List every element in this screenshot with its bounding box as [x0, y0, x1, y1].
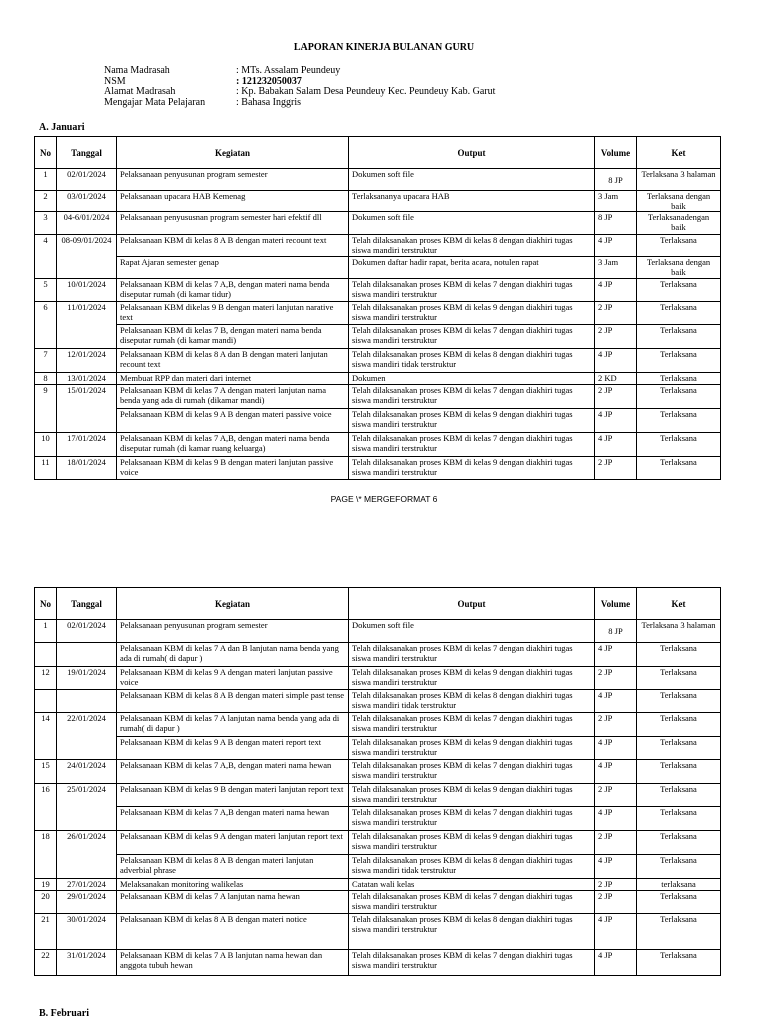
report-table-januari-continued [34, 587, 721, 976]
cell-output: Telah dilaksanakan proses KBM di kelas 7 dengan diakhiri tugas siswa mandiri terstruktur [349, 891, 595, 914]
cell-ket: Terlaksana [637, 643, 721, 667]
cell-ket: Terlaksana [637, 914, 721, 950]
table-row [35, 879, 721, 891]
cell-no: 5 [35, 279, 57, 302]
column-header-volume: Volume [595, 588, 637, 620]
table-row [35, 807, 721, 831]
cell-volume: 4 JP [595, 690, 637, 713]
cell-volume: 4 JP [595, 760, 637, 784]
table-row [35, 279, 721, 302]
cell-volume: 2 JP [595, 713, 637, 737]
cell-ket: Terlaksana [637, 385, 721, 409]
cell-ket: Terlaksana [637, 457, 721, 480]
cell-kegiatan: Pelaksanaan KBM di kelas 9 A dengan materi lanjutan report text [117, 831, 349, 855]
cell-volume: 4 JP [595, 807, 637, 831]
column-header-no: No [35, 137, 57, 169]
cell-kegiatan: Pelaksanaan KBM di kelas 9 A dengan materi lanjutan passive voice [117, 667, 349, 690]
cell-tanggal: 17/01/2024 [57, 433, 117, 457]
cell-output: Telah dilaksanakan proses KBM di kelas 8 dengan diakhiri tugas siswa mandiri terstruktur [349, 914, 595, 950]
cell-no: 14 [35, 713, 57, 760]
cell-kegiatan: Pelaksanaan KBM di kelas 8 A dan B dengan materi lanjutan recount text [117, 349, 349, 373]
cell-ket: Terlaksana [637, 891, 721, 914]
cell-output: Telah dilaksanakan proses KBM di kelas 9 dengan diakhiri tugas siswa mandiri terstruktur [349, 737, 595, 760]
cell-ket: Terlaksana [637, 760, 721, 784]
cell-output: Dokumen soft file [349, 212, 595, 235]
cell-tanggal: 12/01/2024 [57, 349, 117, 373]
cell-ket: Terlaksana [637, 667, 721, 690]
cell-no: 7 [35, 349, 57, 373]
cell-kegiatan: Pelaksanaan penyususnan program semester hari efektif dll [117, 212, 349, 235]
cell-ket: Terlaksana [637, 807, 721, 831]
table-row [35, 737, 721, 760]
cell-ket: Terlaksanadengan baik [637, 212, 721, 235]
info-row-subject [104, 98, 495, 109]
cell-tanggal: 02/01/2024 [57, 620, 117, 643]
cell-tanggal: 31/01/2024 [57, 950, 117, 976]
cell-no: 21 [35, 914, 57, 950]
column-header-kegiatan: Kegiatan [117, 137, 349, 169]
table-row [35, 409, 721, 433]
cell-tanggal: 24/01/2024 [57, 760, 117, 784]
cell-tanggal: 13/01/2024 [57, 373, 117, 385]
table-header-row [35, 588, 721, 620]
cell-kegiatan: Pelaksanaan KBM di kelas 8 A B dengan materi recount text [117, 235, 349, 257]
cell-output: Telah dilaksanakan proses KBM di kelas 9 dengan diakhiri tugas siswa mandiri terstruktur [349, 667, 595, 690]
cell-volume: 4 JP [595, 235, 637, 257]
table-row [35, 457, 721, 480]
cell-no: 10 [35, 433, 57, 457]
cell-no: 8 [35, 373, 57, 385]
cell-volume: 2 JP [595, 325, 637, 349]
cell-ket: Terlaksana [637, 302, 721, 325]
cell-output: Telah dilaksanakan proses KBM di kelas 7 dengan diakhiri tugas siswa mandiri terstruktur [349, 325, 595, 349]
table-header-row [35, 137, 721, 169]
column-header-tanggal: Tanggal [57, 588, 117, 620]
column-header-no: No [35, 588, 57, 620]
cell-no: 1 [35, 169, 57, 191]
cell-output: Telah dilaksanakan proses KBM di kelas 7 dengan diakhiri tugas siswa mandiri terstruktur [349, 760, 595, 784]
cell-output: Telah dilaksanakan proses KBM di kelas 7 dengan diakhiri tugas siswa mandiri terstruktur [349, 807, 595, 831]
table-row [35, 643, 721, 667]
info-label: Nama Madrasah [104, 65, 170, 76]
cell-kegiatan: Pelaksanaan KBM di kelas 7 A,B, dengan materi nama hewan [117, 760, 349, 784]
cell-tanggal: 03/01/2024 [57, 191, 117, 212]
cell-volume: 4 JP [595, 433, 637, 457]
cell-volume: 2 JP [595, 879, 637, 891]
column-header-volume: Volume [595, 137, 637, 169]
table-row [35, 235, 721, 257]
cell-kegiatan: Pelaksanaan KBM di kelas 9 B dengan materi lanjutan report text [117, 784, 349, 807]
info-value: : 121232050037 [236, 75, 302, 87]
cell-volume: 4 JP [595, 279, 637, 302]
info-value: : Kp. Babakan Salam Desa Peundeuy Kec. Peundeuy Kab. Garut [236, 86, 496, 97]
cell-tanggal: 25/01/2024 [57, 784, 117, 831]
cell-volume: 4 JP [595, 855, 637, 879]
cell-tanggal: 19/01/2024 [57, 667, 117, 690]
cell-volume: 8 JP [595, 212, 637, 235]
table-row [35, 325, 721, 349]
cell-kegiatan: Pelaksanaan KBM di kelas 8 A B dengan materi simple past tense [117, 690, 349, 713]
cell-tanggal: 11/01/2024 [57, 302, 117, 349]
cell-volume: 2 JP [595, 457, 637, 480]
cell-kegiatan: Pelaksanaan KBM di kelas 9 B dengan materi lanjutan passive voice [117, 457, 349, 480]
cell-kegiatan: Pelaksanaan KBM di kelas 7 B, dengan materi nama benda diseputar rumah (di kamar mandi) [117, 325, 349, 349]
cell-kegiatan: Pelaksanaan KBM di kelas 7 A,B dengan materi nama hewan [117, 807, 349, 831]
cell-tanggal [57, 690, 117, 713]
cell-ket: Terlaksana [637, 235, 721, 257]
table-row [35, 373, 721, 385]
cell-volume: 4 JP [595, 914, 637, 950]
page-number-field: PAGE \* MERGEFORMAT 6 [330, 494, 438, 504]
cell-ket: Terlaksana dengan baik [637, 191, 721, 212]
cell-no [35, 690, 57, 713]
table-row [35, 713, 721, 737]
cell-ket: Terlaksana [637, 433, 721, 457]
table-row [35, 760, 721, 784]
table-row [35, 891, 721, 914]
cell-no: 9 [35, 385, 57, 433]
cell-output: Dokumen [349, 373, 595, 385]
cell-no: 2 [35, 191, 57, 212]
cell-ket: Terlaksana [637, 409, 721, 433]
cell-output: Telah dilaksanakan proses KBM di kelas 9 dengan diakhiri tugas siswa mandiri terstruktur [349, 831, 595, 855]
table-row [35, 950, 721, 976]
cell-ket: terlaksana [637, 879, 721, 891]
cell-output: Telah dilaksanakan proses KBM di kelas 8 dengan diakhiri tugas siswa mandiri tidak terstruktur [349, 349, 595, 373]
cell-output: Telah dilaksanakan proses KBM di kelas 8 dengan diakhiri tugas siswa mandiri terstruktur [349, 235, 595, 257]
cell-kegiatan: Pelaksanaan KBM di kelas 7 A dan B lanjutan nama benda yang ada di rumah( di dapur ) [117, 643, 349, 667]
column-header-ket: Ket [637, 137, 721, 169]
table-row [35, 349, 721, 373]
cell-volume: 4 JP [595, 737, 637, 760]
info-row-address [104, 87, 495, 98]
cell-ket: Terlaksana 3 halaman [637, 169, 721, 191]
table-row [35, 690, 721, 713]
info-value: : Bahasa Inggris [236, 96, 301, 108]
cell-output: Telah dilaksanakan proses KBM di kelas 8 dengan diakhiri tugas siswa mandiri tidak terstruktur [349, 690, 595, 713]
cell-output: Telah dilaksanakan proses KBM di kelas 7 dengan diakhiri tugas siswa mandiri terstruktur [349, 713, 595, 737]
cell-volume: 3 Jam [595, 257, 637, 279]
cell-volume: 2 JP [595, 667, 637, 690]
cell-tanggal: 08-09/01/2024 [57, 235, 117, 279]
cell-kegiatan: Rapat Ajaran semester genap [117, 257, 349, 279]
table-row [35, 257, 721, 279]
info-label: Alamat Madrasah [104, 86, 176, 97]
cell-output: Dokumen daftar hadir rapat, berita acara, notulen rapat [349, 257, 595, 279]
cell-volume: 2 JP [595, 891, 637, 914]
cell-ket: Terlaksana [637, 737, 721, 760]
cell-no: 16 [35, 784, 57, 831]
info-row-school-name [104, 66, 495, 77]
cell-tanggal: 22/01/2024 [57, 713, 117, 760]
cell-no: 18 [35, 831, 57, 879]
cell-output: Telah dilaksanakan proses KBM di kelas 7 dengan diakhiri tugas siswa mandiri terstruktur [349, 950, 595, 976]
cell-tanggal: 18/01/2024 [57, 457, 117, 480]
table-row [35, 831, 721, 855]
cell-kegiatan: Pelaksanaan KBM di kelas 7 A lanjutan nama benda yang ada di rumah( di dapur ) [117, 713, 349, 737]
cell-volume: 2 JP [595, 385, 637, 409]
cell-output: Telah dilaksanakan proses KBM di kelas 9 dengan diakhiri tugas siswa mandiri terstruktur [349, 409, 595, 433]
cell-kegiatan: Pelaksanaan KBM di kelas 9 A B dengan materi report text [117, 737, 349, 760]
cell-no [35, 643, 57, 667]
cell-no: 15 [35, 760, 57, 784]
cell-tanggal: 30/01/2024 [57, 914, 117, 950]
column-header-kegiatan: Kegiatan [117, 588, 349, 620]
cell-output: Telah dilaksanakan proses KBM di kelas 9 dengan diakhiri tugas siswa mandiri terstruktur [349, 302, 595, 325]
cell-output: Telah dilaksanakan proses KBM di kelas 9 dengan diakhiri tugas siswa mandiri terstruktur [349, 784, 595, 807]
cell-ket: Terlaksana [637, 855, 721, 879]
cell-kegiatan: Pelaksanaan KBM di kelas 7 A lanjutan nama hewan [117, 891, 349, 914]
section-heading-februari: B. Februari [39, 1008, 89, 1019]
cell-kegiatan: Pelaksanaan penyusunan program semester [117, 169, 349, 191]
cell-ket: Terlaksana [637, 690, 721, 713]
report-title: LAPORAN KINERJA BULANAN GURU [293, 42, 475, 53]
cell-kegiatan: Pelaksanaan KBM di kelas 7 A,B, dengan materi nama benda diseputar rumah (di kamar ruang keluarga) [117, 433, 349, 457]
cell-output: Telah dilaksanakan proses KBM di kelas 7 dengan diakhiri tugas siswa mandiri terstruktur [349, 385, 595, 409]
cell-output: Dokumen soft file [349, 169, 595, 191]
table-row [35, 302, 721, 325]
cell-volume: 4 JP [595, 409, 637, 433]
table-row [35, 433, 721, 457]
cell-no: 6 [35, 302, 57, 349]
school-info [104, 66, 495, 108]
table-row [35, 667, 721, 690]
cell-no: 11 [35, 457, 57, 480]
cell-ket: Terlaksana [637, 349, 721, 373]
cell-no: 19 [35, 879, 57, 891]
cell-tanggal: 02/01/2024 [57, 169, 117, 191]
cell-ket: Terlaksana [637, 373, 721, 385]
cell-volume: 4 JP [595, 950, 637, 976]
cell-kegiatan: Melaksanakan monitoring walikelas [117, 879, 349, 891]
cell-volume: 2 JP [595, 784, 637, 807]
cell-volume: 8 JP [595, 620, 637, 643]
cell-output: Telah dilaksanakan proses KBM di kelas 7 dengan diakhiri tugas siswa mandiri terstruktur [349, 279, 595, 302]
cell-no: 12 [35, 667, 57, 690]
info-label: NSM [104, 75, 126, 87]
cell-ket: Terlaksana [637, 831, 721, 855]
cell-volume: 4 JP [595, 643, 637, 667]
cell-kegiatan: Pelaksanaan KBM di kelas 9 A B dengan materi passive voice [117, 409, 349, 433]
cell-ket: Terlaksana [637, 950, 721, 976]
cell-volume: 2 KD [595, 373, 637, 385]
table-row [35, 191, 721, 212]
column-header-output: Output [349, 137, 595, 169]
cell-kegiatan: Pelaksanaan KBM di kelas 8 A B dengan materi notice [117, 914, 349, 950]
cell-tanggal: 27/01/2024 [57, 879, 117, 891]
cell-tanggal: 29/01/2024 [57, 891, 117, 914]
cell-no: 20 [35, 891, 57, 914]
cell-tanggal: 26/01/2024 [57, 831, 117, 879]
cell-kegiatan: Pelaksanaan upacara HAB Kemenag [117, 191, 349, 212]
cell-no: 4 [35, 235, 57, 279]
cell-kegiatan: Pelaksanaan KBM di kelas 7 A B lanjutan nama hewan dan anggota tubuh hewan [117, 950, 349, 976]
cell-kegiatan: Pelaksanaan KBM di kelas 8 A B dengan materi lanjutan adverbial phrase [117, 855, 349, 879]
cell-ket: Terlaksana [637, 713, 721, 737]
cell-output: Terlaksananya upacara HAB [349, 191, 595, 212]
cell-no: 3 [35, 212, 57, 235]
cell-volume: 3 Jam [595, 191, 637, 212]
cell-ket: Terlaksana dengan baik [637, 257, 721, 279]
cell-ket: Terlaksana [637, 279, 721, 302]
cell-output: Telah dilaksanakan proses KBM di kelas 8 dengan diakhiri tugas siswa mandiri tidak terstruktur [349, 855, 595, 879]
cell-tanggal: 15/01/2024 [57, 385, 117, 433]
table-row [35, 914, 721, 950]
info-value: : MTs. Assalam Peundeuy [236, 65, 341, 76]
table-row [35, 169, 721, 191]
cell-kegiatan: Pelaksanaan KBM di kelas 7 A dengan materi lanjutan nama benda yang ada di rumah (dikamar mandi) [117, 385, 349, 409]
cell-no: 22 [35, 950, 57, 976]
cell-kegiatan: Membuat RPP dan materi dari internet [117, 373, 349, 385]
table-row [35, 385, 721, 409]
column-header-tanggal: Tanggal [57, 137, 117, 169]
cell-ket: Terlaksana [637, 784, 721, 807]
cell-kegiatan: Pelaksanaan KBM dikelas 9 B dengan materi lanjutan narative text [117, 302, 349, 325]
cell-tanggal [57, 643, 117, 667]
cell-output: Dokumen soft file [349, 620, 595, 643]
cell-kegiatan: Pelaksanaan penyusunan program semester [117, 620, 349, 643]
info-label: Mengajar Mata Pelajaran [104, 96, 206, 108]
cell-output: Telah dilaksanakan proses KBM di kelas 9 dengan diakhiri tugas siswa mandiri terstruktur [349, 457, 595, 480]
cell-kegiatan: Pelaksanaan KBM di kelas 7 A,B, dengan materi nama benda diseputar rumah (di kamar tidur) [117, 279, 349, 302]
cell-ket: Terlaksana [637, 325, 721, 349]
column-header-output: Output [349, 588, 595, 620]
cell-no: 1 [35, 620, 57, 643]
table-row [35, 784, 721, 807]
table-row [35, 212, 721, 235]
column-header-ket: Ket [637, 588, 721, 620]
cell-tanggal: 10/01/2024 [57, 279, 117, 302]
table-row [35, 620, 721, 643]
cell-output: Telah dilaksanakan proses KBM di kelas 7 dengan diakhiri tugas siswa mandiri terstruktur [349, 433, 595, 457]
cell-tanggal: 04-6/01/2024 [57, 212, 117, 235]
cell-output: Catatan wali kelas [349, 879, 595, 891]
cell-volume: 8 JP [595, 169, 637, 191]
report-table-januari [34, 136, 721, 480]
cell-volume: 4 JP [595, 349, 637, 373]
table-row [35, 855, 721, 879]
cell-volume: 2 JP [595, 302, 637, 325]
cell-volume: 2 JP [595, 831, 637, 855]
cell-ket: Terlaksana 3 halaman [637, 620, 721, 643]
section-heading-januari: A. Januari [39, 122, 85, 133]
cell-output: Telah dilaksanakan proses KBM di kelas 7 dengan diakhiri tugas siswa mandiri terstruktur [349, 643, 595, 667]
